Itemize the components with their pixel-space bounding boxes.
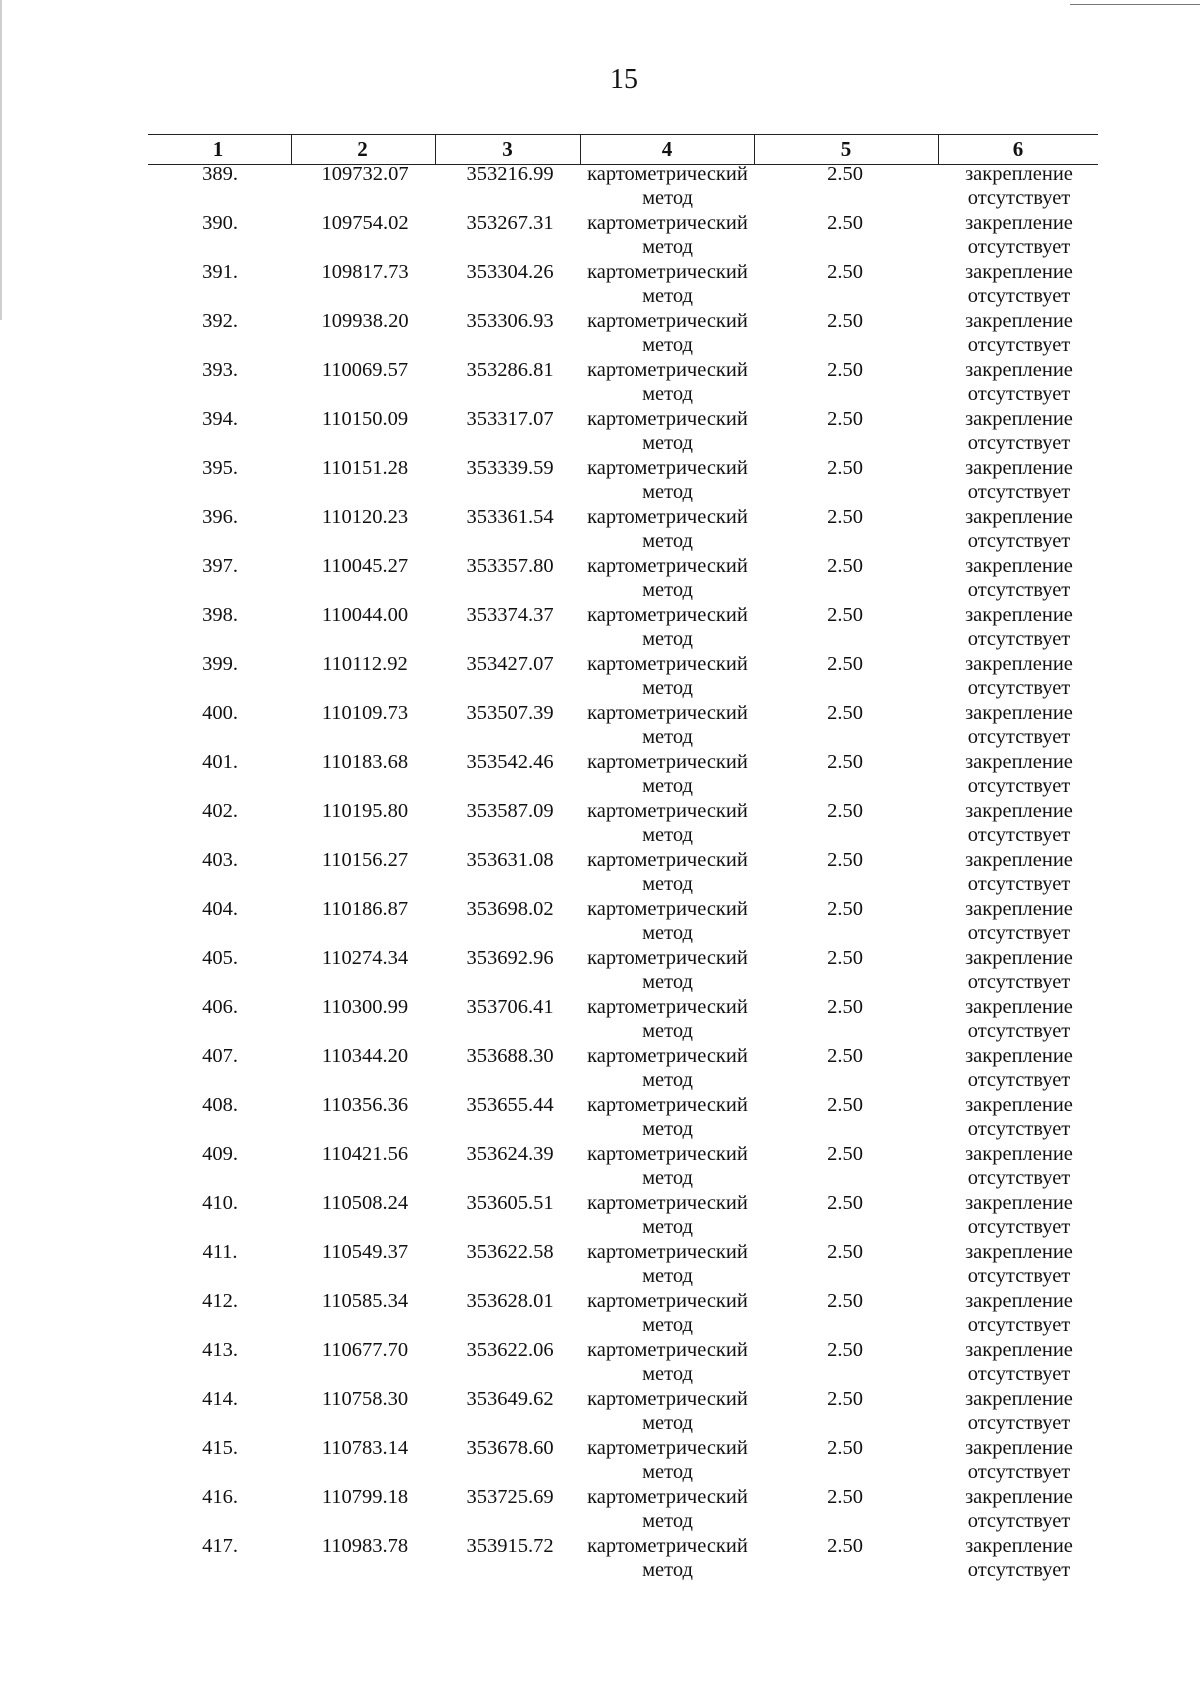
table-row bbox=[0, 848, 1200, 897]
coordinate-y: 353542.46 bbox=[466, 751, 554, 773]
fixation-line-1: закрепление bbox=[965, 1535, 1073, 1557]
method-line-1: картометрический bbox=[587, 849, 748, 871]
method-line-2: метод bbox=[642, 1167, 693, 1189]
table-row bbox=[0, 1289, 1200, 1338]
header-col-2: 2 bbox=[357, 137, 368, 161]
method-line-1: картометрический bbox=[587, 1241, 748, 1263]
accuracy-value: 2.50 bbox=[827, 1535, 863, 1557]
point-number: 417. bbox=[202, 1535, 238, 1557]
fixation-line-2: отсутствует bbox=[967, 334, 1071, 356]
fixation-line-2: отсутствует bbox=[967, 383, 1071, 405]
fixation-line-1: закрепление bbox=[965, 751, 1073, 773]
table-row bbox=[0, 1044, 1200, 1093]
header-col-3: 3 bbox=[502, 137, 513, 161]
accuracy-value: 2.50 bbox=[827, 408, 863, 430]
coordinate-x: 110186.87 bbox=[321, 898, 409, 920]
coordinate-y: 353286.81 bbox=[466, 359, 554, 381]
point-number: 393. bbox=[202, 359, 238, 381]
coordinate-y: 353317.07 bbox=[466, 408, 554, 430]
fixation-line-2: отсутствует bbox=[967, 971, 1071, 993]
coordinate-x: 110156.27 bbox=[321, 849, 409, 871]
point-number: 404. bbox=[202, 898, 238, 920]
method-line-2: метод bbox=[642, 1461, 693, 1483]
coordinate-x: 109754.02 bbox=[321, 212, 409, 234]
method-line-2: метод bbox=[642, 971, 693, 993]
method-line-1: картометрический bbox=[587, 996, 748, 1018]
method-line-1: картометрический bbox=[587, 457, 748, 479]
fixation-line-2: отсутствует bbox=[967, 1363, 1071, 1385]
point-number: 410. bbox=[202, 1192, 238, 1214]
accuracy-value: 2.50 bbox=[827, 996, 863, 1018]
accuracy-value: 2.50 bbox=[827, 898, 863, 920]
table-row bbox=[0, 554, 1200, 603]
table-header bbox=[148, 134, 1098, 165]
coordinate-y: 353216.99 bbox=[466, 163, 554, 185]
coordinate-x: 110421.56 bbox=[321, 1143, 409, 1165]
coordinate-y: 353678.60 bbox=[466, 1437, 554, 1459]
accuracy-value: 2.50 bbox=[827, 1094, 863, 1116]
coordinate-y: 353306.93 bbox=[466, 310, 554, 332]
table-row bbox=[0, 603, 1200, 652]
method-line-2: метод bbox=[642, 1118, 693, 1140]
table-row bbox=[0, 1142, 1200, 1191]
accuracy-value: 2.50 bbox=[827, 457, 863, 479]
header-col-5: 5 bbox=[840, 137, 852, 161]
coordinate-x: 110195.80 bbox=[321, 800, 409, 822]
method-line-1: картометрический bbox=[587, 1290, 748, 1312]
accuracy-value: 2.50 bbox=[827, 1192, 863, 1214]
point-number: 411. bbox=[202, 1241, 238, 1263]
method-line-2: метод bbox=[642, 922, 693, 944]
method-line-1: картометрический bbox=[587, 310, 748, 332]
fixation-line-2: отсутствует bbox=[967, 285, 1071, 307]
method-line-2: метод bbox=[642, 726, 693, 748]
method-line-1: картометрический bbox=[587, 1143, 748, 1165]
table-row bbox=[0, 1338, 1200, 1387]
fixation-line-2: отсутствует bbox=[967, 677, 1071, 699]
accuracy-value: 2.50 bbox=[827, 261, 863, 283]
accuracy-value: 2.50 bbox=[827, 1437, 863, 1459]
method-line-1: картометрический bbox=[587, 702, 748, 724]
fixation-line-2: отсутствует bbox=[967, 187, 1071, 209]
fixation-line-1: закрепление bbox=[965, 898, 1073, 920]
method-line-2: метод bbox=[642, 432, 693, 454]
fixation-line-1: закрепление bbox=[965, 1045, 1073, 1067]
coordinate-y: 353357.80 bbox=[466, 555, 554, 577]
fixation-line-1: закрепление bbox=[965, 1388, 1073, 1410]
coordinate-y: 353655.44 bbox=[466, 1094, 554, 1116]
method-line-1: картометрический bbox=[587, 212, 748, 234]
method-line-1: картометрический bbox=[587, 653, 748, 675]
method-line-1: картометрический bbox=[587, 800, 748, 822]
header-col-6: 6 bbox=[1012, 137, 1024, 161]
method-line-1: картометрический bbox=[587, 947, 748, 969]
accuracy-value: 2.50 bbox=[827, 310, 863, 332]
fixation-line-1: закрепление bbox=[965, 457, 1073, 479]
accuracy-value: 2.50 bbox=[827, 555, 863, 577]
table-row bbox=[0, 1191, 1200, 1240]
coordinate-x: 110150.09 bbox=[321, 408, 409, 430]
coordinate-y: 353692.96 bbox=[466, 947, 554, 969]
coordinate-x: 110045.27 bbox=[321, 555, 409, 577]
method-line-1: картометрический bbox=[587, 1388, 748, 1410]
point-number: 402. bbox=[202, 800, 238, 822]
point-number: 394. bbox=[202, 408, 238, 430]
table-body bbox=[0, 162, 1200, 1583]
accuracy-value: 2.50 bbox=[827, 1388, 863, 1410]
table-row bbox=[0, 1093, 1200, 1142]
method-line-2: метод bbox=[642, 1020, 693, 1042]
accuracy-value: 2.50 bbox=[827, 702, 863, 724]
fixation-line-2: отсутствует bbox=[967, 824, 1071, 846]
coordinate-y: 353304.26 bbox=[466, 261, 554, 283]
method-line-1: картометрический bbox=[587, 1437, 748, 1459]
coordinate-x: 110549.37 bbox=[321, 1241, 409, 1263]
table-row bbox=[0, 162, 1200, 211]
fixation-line-2: отсутствует bbox=[967, 1461, 1071, 1483]
method-line-2: метод bbox=[642, 775, 693, 797]
table-row bbox=[0, 358, 1200, 407]
fixation-line-2: отсутствует bbox=[967, 481, 1071, 503]
method-line-2: метод bbox=[642, 1069, 693, 1091]
point-number: 406. bbox=[202, 996, 238, 1018]
header-col-1: 1 bbox=[212, 137, 224, 161]
method-line-2: метод bbox=[642, 236, 693, 258]
accuracy-value: 2.50 bbox=[827, 653, 863, 675]
fixation-line-2: отсутствует bbox=[967, 1510, 1071, 1532]
table-row bbox=[0, 1387, 1200, 1436]
accuracy-value: 2.50 bbox=[827, 506, 863, 528]
fixation-line-1: закрепление bbox=[965, 310, 1073, 332]
fixation-line-1: закрепление bbox=[965, 1290, 1073, 1312]
table-row bbox=[0, 505, 1200, 554]
method-line-2: метод bbox=[642, 579, 693, 601]
point-number: 391. bbox=[202, 261, 238, 283]
method-line-1: картометрический bbox=[587, 163, 748, 185]
table-row bbox=[0, 897, 1200, 946]
table-row bbox=[0, 260, 1200, 309]
coordinate-y: 353725.69 bbox=[466, 1486, 554, 1508]
fixation-line-2: отсутствует bbox=[967, 1265, 1071, 1287]
coordinate-y: 353507.39 bbox=[466, 702, 554, 724]
method-line-2: метод bbox=[642, 1363, 693, 1385]
fixation-line-2: отсутствует bbox=[967, 628, 1071, 650]
fixation-line-1: закрепление bbox=[965, 1241, 1073, 1263]
table-row bbox=[0, 1485, 1200, 1534]
coordinate-y: 353631.08 bbox=[466, 849, 554, 871]
method-line-2: метод bbox=[642, 1314, 693, 1336]
accuracy-value: 2.50 bbox=[827, 751, 863, 773]
accuracy-value: 2.50 bbox=[827, 1143, 863, 1165]
method-line-1: картометрический bbox=[587, 898, 748, 920]
point-number: 395. bbox=[202, 457, 238, 479]
method-line-1: картометрический bbox=[587, 555, 748, 577]
coordinate-x: 110044.00 bbox=[321, 604, 409, 626]
point-number: 397. bbox=[202, 555, 238, 577]
table-row bbox=[0, 946, 1200, 995]
method-line-1: картометрический bbox=[587, 1094, 748, 1116]
coordinate-y: 353698.02 bbox=[466, 898, 554, 920]
fixation-line-2: отсутствует bbox=[967, 1020, 1071, 1042]
coordinate-x: 110758.30 bbox=[321, 1388, 409, 1410]
method-line-1: картометрический bbox=[587, 1192, 748, 1214]
fixation-line-1: закрепление bbox=[965, 1094, 1073, 1116]
fixation-line-2: отсутствует bbox=[967, 1559, 1071, 1581]
accuracy-value: 2.50 bbox=[827, 849, 863, 871]
method-line-1: картометрический bbox=[587, 408, 748, 430]
table-row bbox=[0, 1436, 1200, 1485]
accuracy-value: 2.50 bbox=[827, 1486, 863, 1508]
fixation-line-2: отсутствует bbox=[967, 432, 1071, 454]
table-row bbox=[0, 750, 1200, 799]
method-line-2: метод bbox=[642, 334, 693, 356]
fixation-line-1: закрепление bbox=[965, 702, 1073, 724]
fixation-line-1: закрепление bbox=[965, 653, 1073, 675]
point-number: 408. bbox=[202, 1094, 238, 1116]
method-line-1: картометрический bbox=[587, 1486, 748, 1508]
coordinate-x: 110109.73 bbox=[321, 702, 409, 724]
method-line-2: метод bbox=[642, 530, 693, 552]
coordinate-y: 353587.09 bbox=[466, 800, 554, 822]
fixation-line-2: отсутствует bbox=[967, 1167, 1071, 1189]
coordinate-y: 353649.62 bbox=[466, 1388, 554, 1410]
fixation-line-2: отсутствует bbox=[967, 1118, 1071, 1140]
fixation-line-2: отсутствует bbox=[967, 579, 1071, 601]
method-line-2: метод bbox=[642, 824, 693, 846]
fixation-line-1: закрепление bbox=[965, 359, 1073, 381]
fixation-line-2: отсутствует bbox=[967, 1412, 1071, 1434]
point-number: 398. bbox=[202, 604, 238, 626]
coordinate-y: 353427.07 bbox=[466, 653, 554, 675]
coordinate-x: 109817.73 bbox=[321, 261, 409, 283]
accuracy-value: 2.50 bbox=[827, 604, 863, 626]
table-row bbox=[0, 1240, 1200, 1289]
coordinate-x: 109938.20 bbox=[321, 310, 409, 332]
coordinate-x: 110356.36 bbox=[321, 1094, 409, 1116]
accuracy-value: 2.50 bbox=[827, 163, 863, 185]
method-line-1: картометрический bbox=[587, 1339, 748, 1361]
accuracy-value: 2.50 bbox=[827, 1339, 863, 1361]
fixation-line-1: закрепление bbox=[965, 604, 1073, 626]
fixation-line-1: закрепление bbox=[965, 1437, 1073, 1459]
coordinate-x: 110274.34 bbox=[321, 947, 409, 969]
coordinate-x: 110983.78 bbox=[321, 1535, 409, 1557]
fixation-line-1: закрепление bbox=[965, 849, 1073, 871]
coordinate-x: 110344.20 bbox=[321, 1045, 409, 1067]
coordinate-y: 353622.58 bbox=[466, 1241, 554, 1263]
accuracy-value: 2.50 bbox=[827, 359, 863, 381]
coordinate-x: 110783.14 bbox=[321, 1437, 409, 1459]
coordinate-x: 110120.23 bbox=[321, 506, 409, 528]
point-number: 407. bbox=[202, 1045, 238, 1067]
coordinate-x: 110585.34 bbox=[321, 1290, 409, 1312]
table-row bbox=[0, 407, 1200, 456]
fixation-line-2: отсутствует bbox=[967, 726, 1071, 748]
point-number: 416. bbox=[202, 1486, 238, 1508]
coordinate-x: 110183.68 bbox=[321, 751, 409, 773]
accuracy-value: 2.50 bbox=[827, 1290, 863, 1312]
coordinate-y: 353605.51 bbox=[466, 1192, 554, 1214]
table-row bbox=[0, 701, 1200, 750]
method-line-1: картометрический bbox=[587, 751, 748, 773]
fixation-line-2: отсутствует bbox=[967, 775, 1071, 797]
point-number: 392. bbox=[202, 310, 238, 332]
method-line-2: метод bbox=[642, 677, 693, 699]
method-line-2: метод bbox=[642, 1265, 693, 1287]
fixation-line-2: отсутствует bbox=[967, 236, 1071, 258]
method-line-2: метод bbox=[642, 1559, 693, 1581]
method-line-1: картометрический bbox=[587, 261, 748, 283]
method-line-1: картометрический bbox=[587, 1045, 748, 1067]
point-number: 399. bbox=[202, 653, 238, 675]
accuracy-value: 2.50 bbox=[827, 1241, 863, 1263]
coordinate-x: 109732.07 bbox=[321, 163, 409, 185]
point-number: 405. bbox=[202, 947, 238, 969]
fixation-line-1: закрепление bbox=[965, 506, 1073, 528]
table-row bbox=[0, 799, 1200, 848]
coordinate-y: 353339.59 bbox=[466, 457, 554, 479]
fixation-line-2: отсутствует bbox=[967, 922, 1071, 944]
fixation-line-1: закрепление bbox=[965, 1339, 1073, 1361]
table-row bbox=[0, 211, 1200, 260]
point-number: 414. bbox=[202, 1388, 238, 1410]
table-row bbox=[0, 309, 1200, 358]
fixation-line-2: отсутствует bbox=[967, 1069, 1071, 1091]
fixation-line-1: закрепление bbox=[965, 555, 1073, 577]
coordinate-x: 110508.24 bbox=[321, 1192, 409, 1214]
fixation-line-1: закрепление bbox=[965, 1486, 1073, 1508]
point-number: 409. bbox=[202, 1143, 238, 1165]
coordinate-y: 353688.30 bbox=[466, 1045, 554, 1067]
fixation-line-2: отсутствует bbox=[967, 1314, 1071, 1336]
point-number: 412. bbox=[202, 1290, 238, 1312]
coordinate-y: 353622.06 bbox=[466, 1339, 554, 1361]
method-line-2: метод bbox=[642, 481, 693, 503]
coordinate-x: 110069.57 bbox=[321, 359, 409, 381]
table-row bbox=[0, 456, 1200, 505]
fixation-line-1: закрепление bbox=[965, 947, 1073, 969]
fixation-line-1: закрепление bbox=[965, 408, 1073, 430]
fixation-line-1: закрепление bbox=[965, 261, 1073, 283]
coordinate-y: 353706.41 bbox=[466, 996, 554, 1018]
table-row bbox=[0, 652, 1200, 701]
accuracy-value: 2.50 bbox=[827, 800, 863, 822]
fixation-line-2: отсутствует bbox=[967, 873, 1071, 895]
method-line-2: метод bbox=[642, 383, 693, 405]
fixation-line-1: закрепление bbox=[965, 996, 1073, 1018]
accuracy-value: 2.50 bbox=[827, 947, 863, 969]
method-line-1: картометрический bbox=[587, 506, 748, 528]
point-number: 413. bbox=[202, 1339, 238, 1361]
table-row bbox=[0, 995, 1200, 1044]
coordinate-y: 353374.37 bbox=[466, 604, 554, 626]
method-line-2: метод bbox=[642, 628, 693, 650]
fixation-line-2: отсутствует bbox=[967, 530, 1071, 552]
method-line-2: метод bbox=[642, 1216, 693, 1238]
method-line-2: метод bbox=[642, 1510, 693, 1532]
coordinate-y: 353361.54 bbox=[466, 506, 554, 528]
coordinate-y: 353267.31 bbox=[466, 212, 554, 234]
coordinate-x: 110677.70 bbox=[321, 1339, 409, 1361]
method-line-2: метод bbox=[642, 285, 693, 307]
coordinate-y: 353628.01 bbox=[466, 1290, 554, 1312]
point-number: 403. bbox=[202, 849, 238, 871]
page-number: 15 bbox=[610, 64, 638, 95]
method-line-2: метод bbox=[642, 187, 693, 209]
method-line-1: картометрический bbox=[587, 604, 748, 626]
coordinate-x: 110799.18 bbox=[321, 1486, 409, 1508]
coordinate-x: 110151.28 bbox=[321, 457, 409, 479]
scan-corner-line bbox=[1070, 4, 1200, 5]
coordinate-x: 110112.92 bbox=[322, 653, 408, 675]
fixation-line-1: закрепление bbox=[965, 1143, 1073, 1165]
point-number: 401. bbox=[202, 751, 238, 773]
table-row bbox=[0, 1534, 1200, 1583]
coordinate-y: 353624.39 bbox=[466, 1143, 554, 1165]
method-line-1: картометрический bbox=[587, 1535, 748, 1557]
point-number: 389. bbox=[202, 163, 238, 185]
header-col-4: 4 bbox=[661, 137, 673, 161]
coordinate-x: 110300.99 bbox=[321, 996, 409, 1018]
coordinate-y: 353915.72 bbox=[466, 1535, 554, 1557]
point-number: 415. bbox=[202, 1437, 238, 1459]
fixation-line-1: закрепление bbox=[965, 800, 1073, 822]
accuracy-value: 2.50 bbox=[827, 212, 863, 234]
fixation-line-1: закрепление bbox=[965, 1192, 1073, 1214]
method-line-1: картометрический bbox=[587, 359, 748, 381]
point-number: 390. bbox=[202, 212, 238, 234]
fixation-line-1: закрепление bbox=[965, 163, 1073, 185]
fixation-line-2: отсутствует bbox=[967, 1216, 1071, 1238]
point-number: 400. bbox=[202, 702, 238, 724]
accuracy-value: 2.50 bbox=[827, 1045, 863, 1067]
point-number: 396. bbox=[202, 506, 238, 528]
method-line-2: метод bbox=[642, 1412, 693, 1434]
fixation-line-1: закрепление bbox=[965, 212, 1073, 234]
method-line-2: метод bbox=[642, 873, 693, 895]
